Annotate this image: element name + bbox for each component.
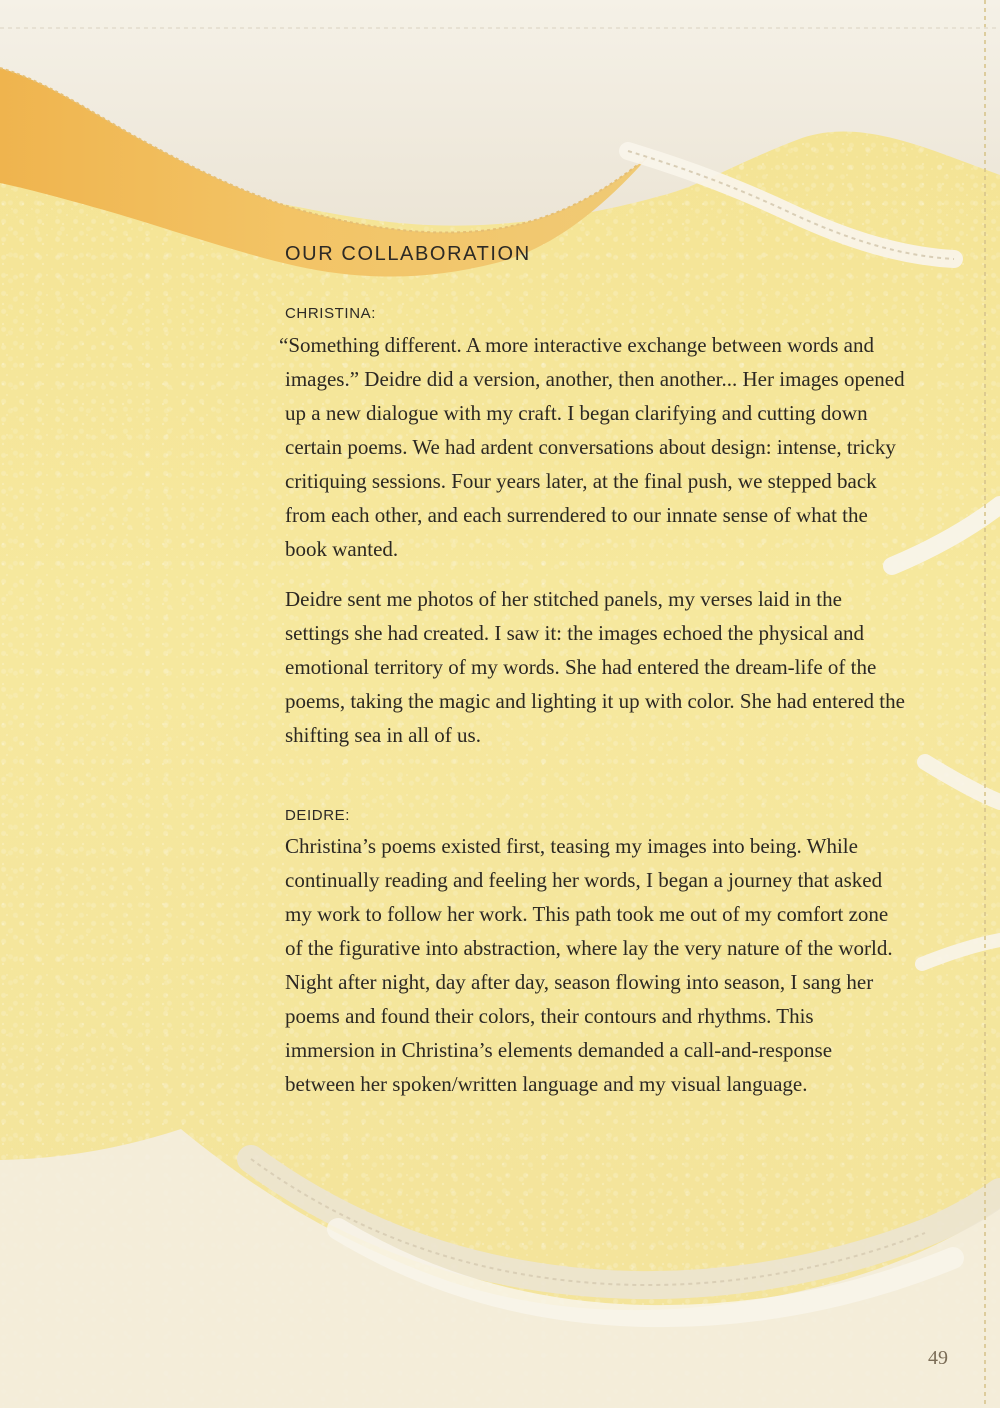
christina-paragraph-2: Deidre sent me photos of her stitched panels, my verses laid in the settings she had created. I saw it: the images echoed the physical and emotional territory of my words. She had entered the dream-life of the poems, taking the magic and lighting it up with color. She had entered the shifting sea in all of us. [285, 587, 905, 747]
christina-paragraph-1: “Something different. A more interactive exchange between words and images.” Deidre did a version, another, then another... Her images opened up a new dialogue with my craft. I began clarifying and cutting down certain poems. We had ardent conversations about design: intense, tricky critiquing sessions. Four years later, at the final push, we stepped back from each other, and each surrendered to our innate sense of what the book wanted. [279, 333, 905, 561]
deidre-label: DEIDRE: [285, 807, 351, 824]
christina-label: CHRISTINA: [285, 305, 377, 322]
page-number: 49 [928, 1347, 948, 1369]
deidre-paragraph-1: Christina’s poems existed first, teasing my images into being. While continually reading and feeling her words, I began a journey that asked my work to follow her work. This path took me out of my comfort zone of the figurative into abstraction, where lay the very nature of the world. Night after night, day after day, season flowing into season, I sang her poems and found their colors, their contours and rhythms. This immersion in Christina’s elements demanded a call-and-response between her spoken/written language and my visual language. [285, 834, 893, 1096]
section-title: OUR COLLABORATION [285, 243, 531, 265]
main-content [279, 243, 905, 1101]
